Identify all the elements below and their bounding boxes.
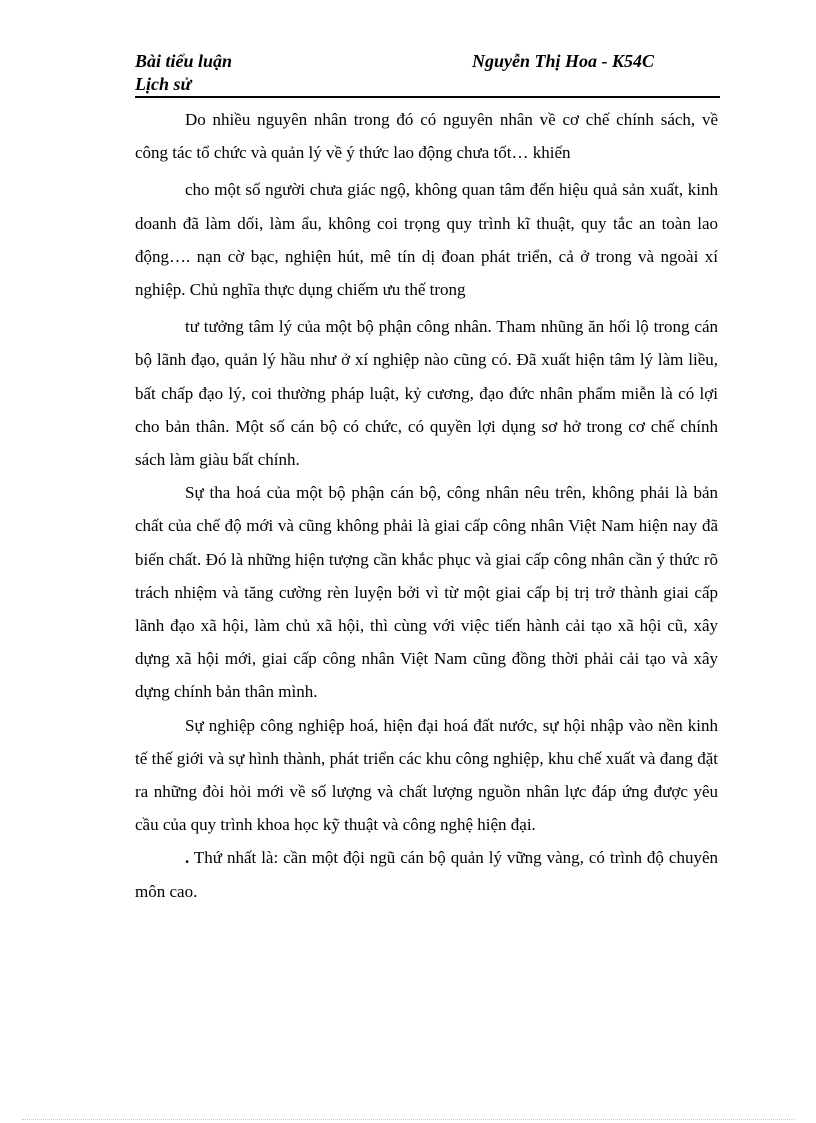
header-author: Nguyễn Thị Hoa - K54C [472,51,655,71]
document-body [135,103,718,908]
header-doc-type: Bài tiểu luận [135,51,233,71]
paragraph-6 [135,841,718,907]
paragraph-5: Sự nghiệp công nghiệp hoá, hiện đại hoá đất nước, sự hội nhập vào nền kinh tế thế giới và sự hình thành, phát triển các khu công nghiệp, khu chế xuất và đang đặt ra những đòi hỏi mới về số lượng và chất lượng nguồn nhân lực đáp ứng được yêu cầu của quy trình khoa học kỹ thuật và công nghệ hiện đại. [135,715,718,835]
paragraph-2: cho một số người chưa giác ngộ, không quan tâm đến hiệu quả sản xuất, kinh doanh đã làm dối, làm ẩu, không coi trọng quy trình kĩ thuật, quy tắc an toàn lao động…. nạn cờ bạc, nghiện hút, mê tín dị đoan phát triển, cả ở trong và ngoài xí nghiệp. Chủ nghĩa thực dụng chiếm ưu thế trong [135,180,718,300]
paragraph-1: Do nhiều nguyên nhân trong đó có nguyên nhân về cơ chế chính sách, về công tác tổ chức và quản lý về ý thức lao động chưa tốt… khiến [135,110,718,163]
header-subject: Lịch sử [135,74,192,94]
page-header [135,50,720,98]
paragraph-6-text: Thứ nhất là: cần một đội ngũ cán bộ quản lý vững vàng, có trình độ chuyên môn cao. [135,848,718,901]
header-left [135,50,232,96]
paragraph-bullet: . [185,848,190,868]
paragraph-4: Sự tha hoá của một bộ phận cán bộ, công nhân nêu trên, không phải là bản chất của chế độ mới và cũng không phải là giai cấp công nhân Việt Nam hiện nay đã biến chất. Đó là những hiện tượng cần khắc phục và giai cấp công nhân cần ý thức rõ trách nhiệm và tăng cường rèn luyện bởi vì từ một giai cấp bị trị trở thành giai cấp lãnh đạo xã hội, làm chủ xã hội, thì cùng với việc tiến hành cải tạo xã hội cũ, xây dựng xã hội mới, giai cấp công nhân Việt Nam cũng đồng thời phải cải tạo và xây dựng chính bản thân mình. [135,483,718,702]
paragraph-3: tư tưởng tâm lý của một bộ phận công nhân. Tham nhũng ăn hối lộ trong cán bộ lãnh đạo, quản lý hầu như ở xí nghiệp nào cũng có. Đã xuất hiện tâm lý làm liều, bất chấp đạo lý, coi thường pháp luật, kỷ cương, đạo đức nhân phẩm miễn là có lợi cho bản thân. Một số cán bộ có chức, có quyền lợi dụng sơ hở trong cơ chế chính sách làm giàu bất chính. [135,317,718,470]
page-bottom-divider [22,1119,794,1120]
